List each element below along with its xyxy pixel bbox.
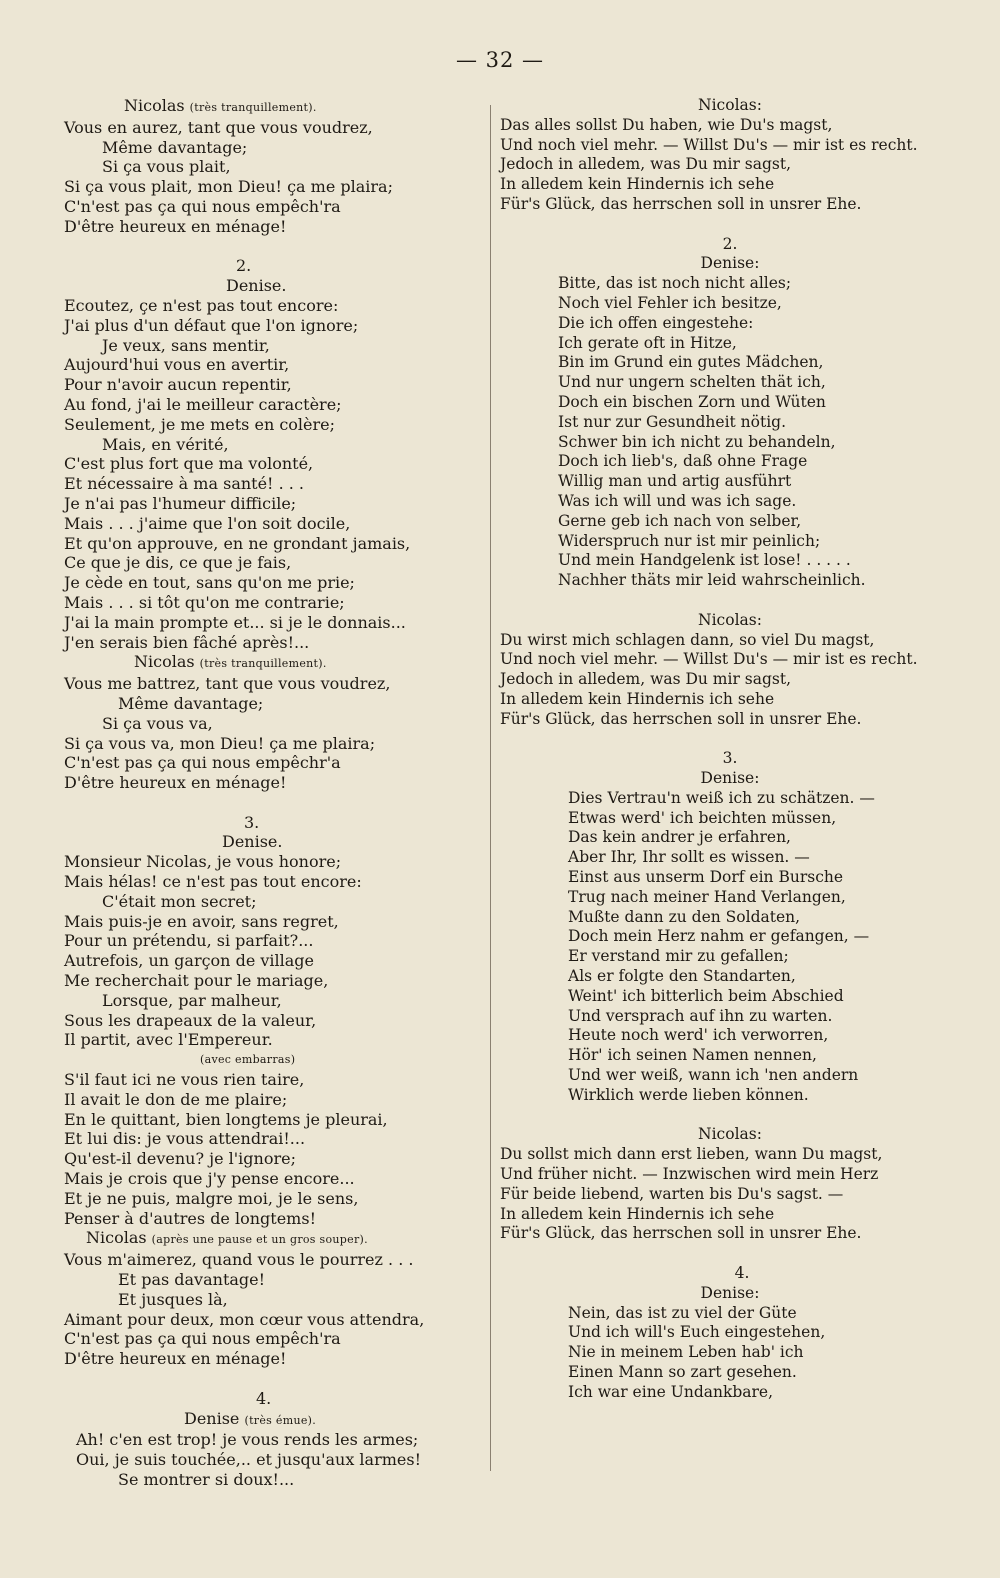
verse-line: J'ai plus d'un défaut que l'on ignore; bbox=[64, 315, 359, 335]
verse-line: Einen Mann so zart gesehen. bbox=[568, 1363, 797, 1381]
verse-line: Et pas davantage! bbox=[118, 1270, 266, 1290]
verse-line: C'est plus fort que ma volonté, bbox=[64, 454, 314, 474]
verse-line: Und versprach auf ihn zu warten. bbox=[568, 1006, 833, 1025]
verse-line: Autrefois, un garçon de village bbox=[64, 951, 315, 971]
verse-line: Trug nach meiner Hand Verlangen, bbox=[568, 887, 846, 906]
verse-line: Für's Glück, das herrschen soll in unsrer Ehe. bbox=[500, 194, 862, 213]
stage-direction: (très émue). bbox=[244, 1413, 317, 1427]
verse-line: Il avait le don de me plaire; bbox=[64, 1089, 288, 1109]
speaker-name: Nicolas bbox=[124, 96, 185, 115]
verse-line: Mais, en vérité, bbox=[102, 434, 229, 454]
verse-line: Schwer bin ich nicht zu behandeln, bbox=[558, 432, 836, 451]
verse-line: Se montrer si doux!... bbox=[118, 1469, 295, 1489]
verse-line: Ist nur zur Gesundheit nötig. bbox=[558, 412, 787, 431]
verse-line: Er verstand mir zu gefallen; bbox=[568, 947, 789, 966]
verse-line: Si ça vous va, mon Dieu! ça me plaira; bbox=[64, 733, 376, 753]
verse-line: En le quittant, bien longtems je pleurai, bbox=[64, 1109, 388, 1129]
verse-line: Même davantage; bbox=[102, 137, 248, 157]
verse-line: Et lui dis: je vous attendrai!... bbox=[64, 1129, 306, 1149]
speaker-heading: Nicolas: bbox=[698, 1125, 762, 1144]
verse-line: Aujourd'hui vous en avertir, bbox=[64, 355, 290, 375]
verse-line: D'être heureux en ménage! bbox=[64, 216, 287, 236]
verse-line: Même davantage; bbox=[118, 693, 264, 713]
verse-line: Ich war eine Undankbare, bbox=[568, 1382, 774, 1401]
verse-line: Für's Glück, das herrschen soll in unsrer Ehe. bbox=[500, 1224, 862, 1243]
verse-line: Die ich offen eingestehe: bbox=[558, 313, 754, 332]
verse-line: Me recherchait pour le mariage, bbox=[64, 971, 329, 991]
verse-line: Et nécessaire à ma santé! . . . bbox=[64, 474, 304, 494]
stanza-number: 2. bbox=[722, 234, 738, 253]
verse-line: Heute noch werd' ich verworren, bbox=[568, 1026, 829, 1045]
verse-line: Und noch viel mehr. — Willst Du's — mir ist es recht. bbox=[500, 135, 918, 154]
speaker-heading: Denise: bbox=[700, 1283, 760, 1302]
verse-line: Mußte dann zu den Soldaten, bbox=[568, 907, 801, 926]
verse-line: Penser à d'autres de longtems! bbox=[64, 1208, 316, 1228]
verse-line: Etwas werd' ich beichten müssen, bbox=[568, 808, 837, 827]
verse-line: In alledem kein Hindernis ich sehe bbox=[500, 175, 775, 194]
verse-line: Nie in meinem Leben hab' ich bbox=[568, 1343, 804, 1362]
verse-line: Pour n'avoir aucun repentir, bbox=[64, 375, 292, 395]
verse-line: Si ça vous va, bbox=[102, 713, 213, 733]
speaker-name: Denise bbox=[184, 1408, 240, 1428]
verse-line: Du wirst mich schlagen dann, so viel Du magst, bbox=[500, 630, 875, 649]
verse-line: Doch mein Herz nahm er gefangen, — bbox=[568, 927, 870, 946]
speaker-name: Nicolas bbox=[134, 652, 195, 672]
speaker-name: Nicolas bbox=[86, 1228, 147, 1248]
verse-line: Ich gerate oft in Hitze, bbox=[558, 333, 737, 352]
verse-line: Weint' ich bitterlich beim Abschied bbox=[568, 986, 844, 1005]
verse-line: Mais je crois que j'y pense encore... bbox=[64, 1169, 355, 1189]
verse-line: Hör' ich seinen Namen nennen, bbox=[568, 1046, 817, 1065]
speaker-heading: Denise. bbox=[226, 276, 287, 296]
verse-line: Monsieur Nicolas, je vous honore; bbox=[64, 852, 342, 872]
speaker-heading: Denise: bbox=[700, 254, 760, 273]
verse-line: Vous m'aimerez, quand vous le pourrez . . . bbox=[64, 1250, 414, 1270]
verse-line: Willig man und artig ausführt bbox=[558, 472, 792, 491]
verse-line: In alledem kein Hindernis ich sehe bbox=[500, 689, 775, 708]
verse-line: Si ça vous plait, bbox=[102, 157, 231, 177]
verse-line: Mais . . . j'aime que l'on soit docile, bbox=[64, 513, 351, 533]
stanza-number: 2. bbox=[236, 256, 252, 276]
verse-line: Wirklich werde lieben können. bbox=[568, 1085, 809, 1104]
stanza-number: 4. bbox=[256, 1388, 272, 1408]
verse-line: Vous me battrez, tant que vous voudrez, bbox=[64, 674, 391, 694]
verse-line: Seulement, je me mets en colère; bbox=[64, 414, 336, 434]
page-number: — 32 — bbox=[455, 48, 545, 72]
stage-direction: (très tranquillement). bbox=[189, 101, 317, 114]
verse-line: Au fond, j'ai le meilleur caractère; bbox=[64, 394, 342, 414]
verse-line: Pour un prétendu, si parfait?... bbox=[64, 931, 314, 951]
verse-line: Gerne geb ich nach von selber, bbox=[558, 511, 802, 530]
verse-line: Bitte, das ist noch nicht alles; bbox=[558, 274, 792, 293]
verse-line: Einst aus unserm Dorf ein Bursche bbox=[568, 868, 844, 887]
verse-line: Was ich will und was ich sage. bbox=[558, 491, 797, 510]
column-divider bbox=[490, 105, 491, 1471]
verse-line: Il partit, avec l'Empereur. bbox=[64, 1030, 273, 1050]
verse-line: S'il faut ici ne vous rien taire, bbox=[64, 1070, 305, 1090]
verse-line: Ah! c'en est trop! je vous rends les armes; bbox=[76, 1430, 419, 1450]
verse-line: Nachher thäts mir leid wahrscheinlich. bbox=[558, 571, 866, 590]
verse-line: Du sollst mich dann erst lieben, wann Du magst, bbox=[500, 1145, 883, 1164]
verse-line: Für's Glück, das herrschen soll in unsrer Ehe. bbox=[500, 709, 862, 728]
verse-line: Oui, je suis touchée,.. et jusqu'aux larmes! bbox=[76, 1450, 422, 1470]
verse-line: Bin im Grund ein gutes Mädchen, bbox=[558, 353, 824, 372]
speaker-heading bbox=[64, 1228, 484, 1250]
verse-line: Widerspruch nur ist mir peinlich; bbox=[558, 531, 821, 550]
stage-direction: (après une pause et un gros souper). bbox=[151, 1233, 368, 1247]
verse-line: In alledem kein Hindernis ich sehe bbox=[500, 1204, 775, 1223]
verse-line: Jedoch in alledem, was Du mir sagst, bbox=[500, 670, 792, 689]
verse-line: J'ai la main prompte et... si je le donnais... bbox=[64, 612, 406, 632]
verse-line: Jedoch in alledem, was Du mir sagst, bbox=[500, 155, 792, 174]
verse-line: Für beide liebend, warten bis Du's sagst. — bbox=[500, 1184, 844, 1203]
speaker-heading: Denise: bbox=[700, 769, 760, 788]
verse-line: Ecoutez, çe n'est pas tout encore: bbox=[64, 295, 339, 315]
verse-line: C'n'est pas ça qui nous empêchr'a bbox=[64, 753, 341, 773]
stanza-number: 4. bbox=[734, 1264, 750, 1283]
speaker-heading bbox=[64, 1409, 484, 1431]
speaker-heading: Nicolas: bbox=[698, 610, 762, 629]
verse-line: Mais puis-je en avoir, sans regret, bbox=[64, 911, 339, 931]
speaker-heading bbox=[64, 96, 484, 118]
verse-line: C'n'est pas ça qui nous empêch'ra bbox=[64, 1329, 341, 1349]
verse-line: Sous les drapeaux de la valeur, bbox=[64, 1010, 317, 1030]
verse-line: Und wer weiß, wann ich 'nen andern bbox=[568, 1066, 859, 1085]
german-column bbox=[500, 96, 960, 1403]
verse-line: Lorsque, par malheur, bbox=[102, 990, 282, 1010]
verse-line: Und ich will's Euch eingestehen, bbox=[568, 1323, 826, 1342]
verse-line: Und mein Handgelenk ist lose! . . . . . bbox=[558, 551, 851, 570]
verse-line: Dies Vertrau'n weiß ich zu schätzen. — bbox=[568, 788, 875, 807]
verse-line: Et qu'on approuve, en ne grondant jamais, bbox=[64, 533, 411, 553]
verse-line: D'être heureux en ménage! bbox=[64, 773, 287, 793]
speaker-heading: Denise. bbox=[222, 832, 283, 852]
verse-line: Doch ein bischen Zorn und Wüten bbox=[558, 392, 826, 411]
verse-line: Und nur ungern schelten thät ich, bbox=[558, 373, 826, 392]
stanza-number: 3. bbox=[244, 812, 260, 832]
verse-line: Und früher nicht. — Inzwischen wird mein Herz bbox=[500, 1165, 879, 1184]
verse-line: Mais . . . si tôt qu'on me contrarie; bbox=[64, 592, 345, 612]
verse-line: Das kein andrer je erfahren, bbox=[568, 828, 791, 847]
speaker-heading: Nicolas: bbox=[698, 96, 762, 114]
verse-line: Aber Ihr, Ihr sollt es wissen. — bbox=[568, 848, 810, 867]
stage-direction: (avec embarras) bbox=[200, 1053, 296, 1067]
verse-line: Und noch viel mehr. — Willst Du's — mir ist es recht. bbox=[500, 650, 918, 669]
verse-line: Das alles sollst Du haben, wie Du's magst, bbox=[500, 115, 833, 134]
verse-line: Aimant pour deux, mon cœur vous attendra, bbox=[64, 1309, 425, 1329]
verse-line: Je veux, sans mentir, bbox=[102, 335, 270, 355]
verse-line: C'n'est pas ça qui nous empêch'ra bbox=[64, 196, 341, 216]
speaker-heading bbox=[64, 652, 484, 674]
verse-line: Et jusques là, bbox=[118, 1289, 228, 1309]
verse-line: J'en serais bien fâché après!... bbox=[64, 632, 310, 652]
stanza-number: 3. bbox=[722, 749, 738, 768]
verse-line: C'était mon secret; bbox=[102, 891, 257, 911]
verse-line: Als er folgte den Standarten, bbox=[568, 967, 796, 986]
verse-line: Doch ich lieb's, daß ohne Frage bbox=[558, 452, 808, 471]
verse-line: D'être heureux en ménage! bbox=[64, 1349, 287, 1369]
verse-line: Mais hélas! ce n'est pas tout encore: bbox=[64, 872, 362, 892]
verse-line: Je n'ai pas l'humeur difficile; bbox=[64, 493, 297, 513]
verse-line: Noch viel Fehler ich besitze, bbox=[558, 293, 782, 312]
verse-line: Et je ne puis, malgre moi, je le sens, bbox=[64, 1188, 359, 1208]
stage-direction: (très tranquillement). bbox=[199, 657, 327, 671]
french-column bbox=[64, 96, 484, 1490]
verse-line: Je cède en tout, sans qu'on me prie; bbox=[64, 573, 355, 593]
verse-line: Qu'est-il devenu? je l'ignore; bbox=[64, 1149, 296, 1169]
verse-line: Vous en aurez, tant que vous voudrez, bbox=[64, 117, 373, 137]
verse-line: Nein, das ist zu viel der Güte bbox=[568, 1303, 797, 1322]
verse-line: Si ça vous plait, mon Dieu! ça me plaira; bbox=[64, 177, 393, 197]
verse-line: Ce que je dis, ce que je fais, bbox=[64, 553, 292, 573]
